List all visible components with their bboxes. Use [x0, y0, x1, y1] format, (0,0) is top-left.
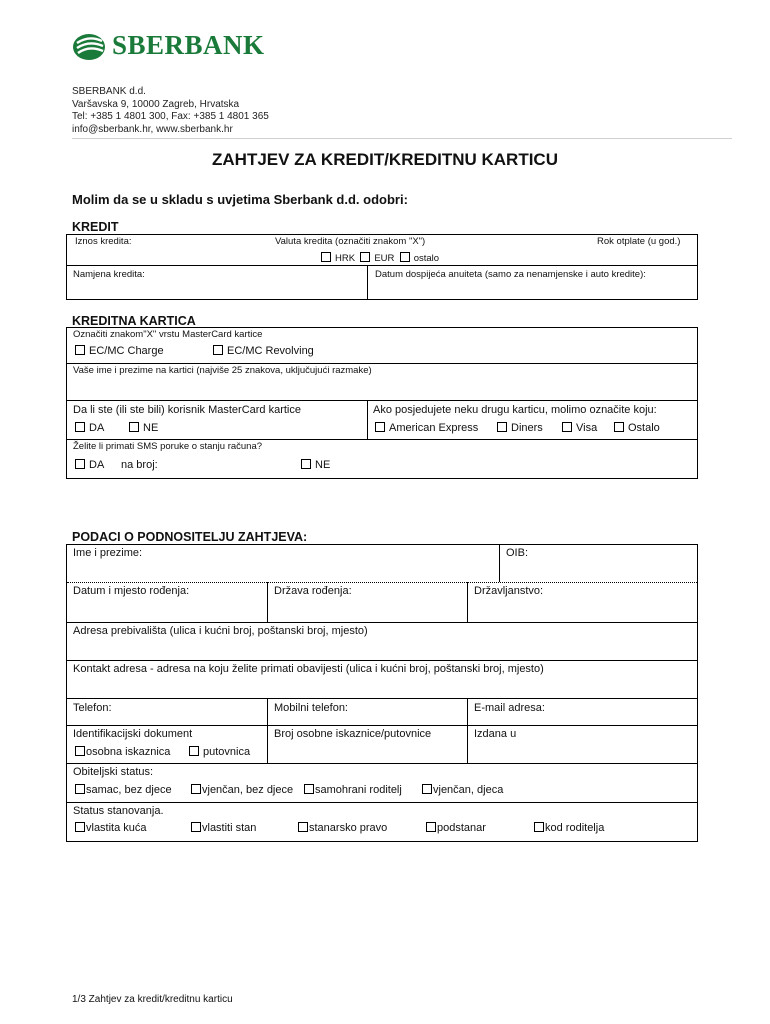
samohrani-checkbox[interactable]	[304, 784, 314, 794]
valuta-options	[321, 252, 439, 264]
email-label: E-mail adresa:	[474, 702, 545, 714]
sms-label: Želite li primati SMS poruke o stanju računa?	[73, 441, 263, 452]
charge-label: EC/MC Charge	[89, 345, 164, 357]
podaci-heading: PODACI O PODNOSITELJU ZAHTJEVA:	[72, 530, 308, 544]
mobilni-label: Mobilni telefon:	[274, 702, 348, 714]
korisnik-label: Da li ste (ili ste bili) korisnik MasterCard kartice	[73, 404, 301, 416]
brand-name: SBERBANK	[112, 30, 265, 60]
vjencan-djeca-checkbox[interactable]	[422, 784, 432, 794]
header-divider	[72, 138, 732, 139]
kartica-table	[66, 327, 698, 479]
page-footer: 1/3 Zahtjev za kredit/kreditnu karticu	[72, 994, 233, 1005]
datum-dospijeca-label: Datum dospijeća anuiteta (samo za nenamjenske i auto kredite):	[375, 269, 646, 280]
stanarsko-label: stanarsko pravo	[309, 822, 388, 834]
stanarsko-checkbox[interactable]	[298, 822, 308, 832]
diners-checkbox[interactable]	[497, 422, 507, 432]
vlastita-kuca-checkbox[interactable]	[75, 822, 85, 832]
drzavljanstvo-label: Državljanstvo:	[474, 585, 544, 597]
eur-label: EUR	[374, 253, 395, 264]
hrk-label: HRK	[335, 253, 356, 264]
vlastiti-stan-checkbox[interactable]	[191, 822, 201, 832]
bank-address	[72, 86, 269, 136]
kredit-table	[66, 234, 698, 300]
amex-label: American Express	[389, 422, 479, 434]
ostalo-checkbox[interactable]	[400, 252, 410, 262]
iznos-label: Iznos kredita:	[75, 236, 132, 247]
amex-checkbox[interactable]	[375, 422, 385, 432]
obiteljski-label: Obiteljski status:	[73, 766, 154, 778]
hrk-checkbox[interactable]	[321, 252, 331, 262]
address-line: SBERBANK d.d.	[72, 86, 146, 97]
ime-prezime-label: Ime i prezime:	[73, 547, 143, 559]
sms-ne-checkbox[interactable]	[301, 459, 311, 469]
korisnik-da-label: DA	[89, 422, 105, 434]
sberbank-logo	[72, 30, 265, 61]
address-line: Tel: +385 1 4801 300, Fax: +385 1 4801 365	[72, 111, 269, 122]
intro-text: Molim da se u skladu s uvjetima Sberbank d.d. odobri:	[72, 192, 408, 207]
podaci-table	[66, 544, 698, 842]
kredit-heading: KREDIT	[72, 220, 119, 234]
vlastiti-stan-label: vlastiti stan	[202, 822, 257, 834]
putovnica-label: putovnica	[203, 746, 251, 758]
druga-kartica-label: Ako posjedujete neku drugu karticu, molimo označite koju:	[373, 404, 657, 416]
broj-dokumenta-label: Broj osobne iskaznice/putovnice	[274, 728, 432, 740]
ostalo-kartica-checkbox[interactable]	[614, 422, 624, 432]
korisnik-da-checkbox[interactable]	[75, 422, 85, 432]
stanovanje-label: Status stanovanja.	[73, 805, 164, 817]
valuta-label: Valuta kredita (označiti znakom "X")	[275, 236, 426, 247]
korisnik-ne-label: NE	[143, 422, 159, 434]
samohrani-label: samohrani roditelj	[315, 784, 402, 796]
korisnik-ne-checkbox[interactable]	[129, 422, 139, 432]
oib-label: OIB:	[506, 547, 529, 559]
kod-roditelja-checkbox[interactable]	[534, 822, 544, 832]
ime-na-kartici-label: Vaše ime i prezime na kartici (najviše 25 znakova, uključujući razmake)	[73, 365, 372, 376]
ostalo-kartica-label: Ostalo	[628, 422, 660, 434]
oznaciti-label: Označiti znakom"X" vrstu MasterCard kartice	[73, 329, 263, 340]
revolving-label: EC/MC Revolving	[227, 345, 314, 357]
sms-ne-label: NE	[315, 459, 331, 471]
address-line: Varšavska 9, 10000 Zagreb, Hrvatska	[72, 98, 240, 110]
vjencan-djeca-label: vjenčan, djeca	[433, 784, 504, 796]
vjencan-bez-label: vjenčan, bez djece	[202, 784, 294, 796]
eur-checkbox[interactable]	[360, 252, 370, 262]
diners-label: Diners	[511, 422, 543, 434]
drzava-label: Država rođenja:	[274, 585, 352, 597]
sms-da-label: DA	[89, 459, 105, 471]
visa-checkbox[interactable]	[562, 422, 572, 432]
podstanar-checkbox[interactable]	[426, 822, 436, 832]
samac-checkbox[interactable]	[75, 784, 85, 794]
kartica-heading: KREDITNA KARTICA	[72, 314, 196, 328]
adresa-label: Adresa prebivališta (ulica i kućni broj, poštanski broj, mjesto)	[73, 625, 368, 637]
kontakt-label: Kontakt adresa - adresa na koju želite primati obavijesti (ulica i kućni broj, poštanski broj, mjesto)	[73, 663, 544, 675]
form-title: ZAHTJEV ZA KREDIT/KREDITNU KARTICU	[212, 150, 558, 169]
izdana-label: Izdana u	[474, 728, 517, 740]
namjena-label: Namjena kredita:	[73, 269, 145, 280]
charge-checkbox[interactable]	[75, 345, 85, 355]
sberbank-logo-icon	[72, 31, 106, 61]
ostalo-label: ostalo	[413, 253, 440, 264]
osobna-label: osobna iskaznica	[86, 746, 171, 758]
osobna-checkbox[interactable]	[75, 746, 85, 756]
kod-roditelja-label: kod roditelja	[545, 822, 605, 834]
vlastita-kuca-label: vlastita kuća	[86, 822, 147, 834]
podstanar-label: podstanar	[437, 822, 486, 834]
rok-label: Rok otplate (u god.)	[597, 236, 681, 247]
datum-rodjenja-label: Datum i mjesto rođenja:	[73, 585, 190, 597]
revolving-checkbox[interactable]	[213, 345, 223, 355]
dokument-label: Identifikacijski dokument	[73, 728, 193, 740]
visa-label: Visa	[576, 422, 598, 434]
vjencan-bez-checkbox[interactable]	[191, 784, 201, 794]
sms-da-checkbox[interactable]	[75, 459, 85, 469]
address-line: info@sberbank.hr, www.sberbank.hr	[72, 123, 233, 135]
na-broj-label: na broj:	[121, 459, 158, 471]
samac-label: samac, bez djece	[86, 784, 172, 796]
putovnica-checkbox[interactable]	[189, 746, 199, 756]
telefon-label: Telefon:	[73, 702, 112, 714]
